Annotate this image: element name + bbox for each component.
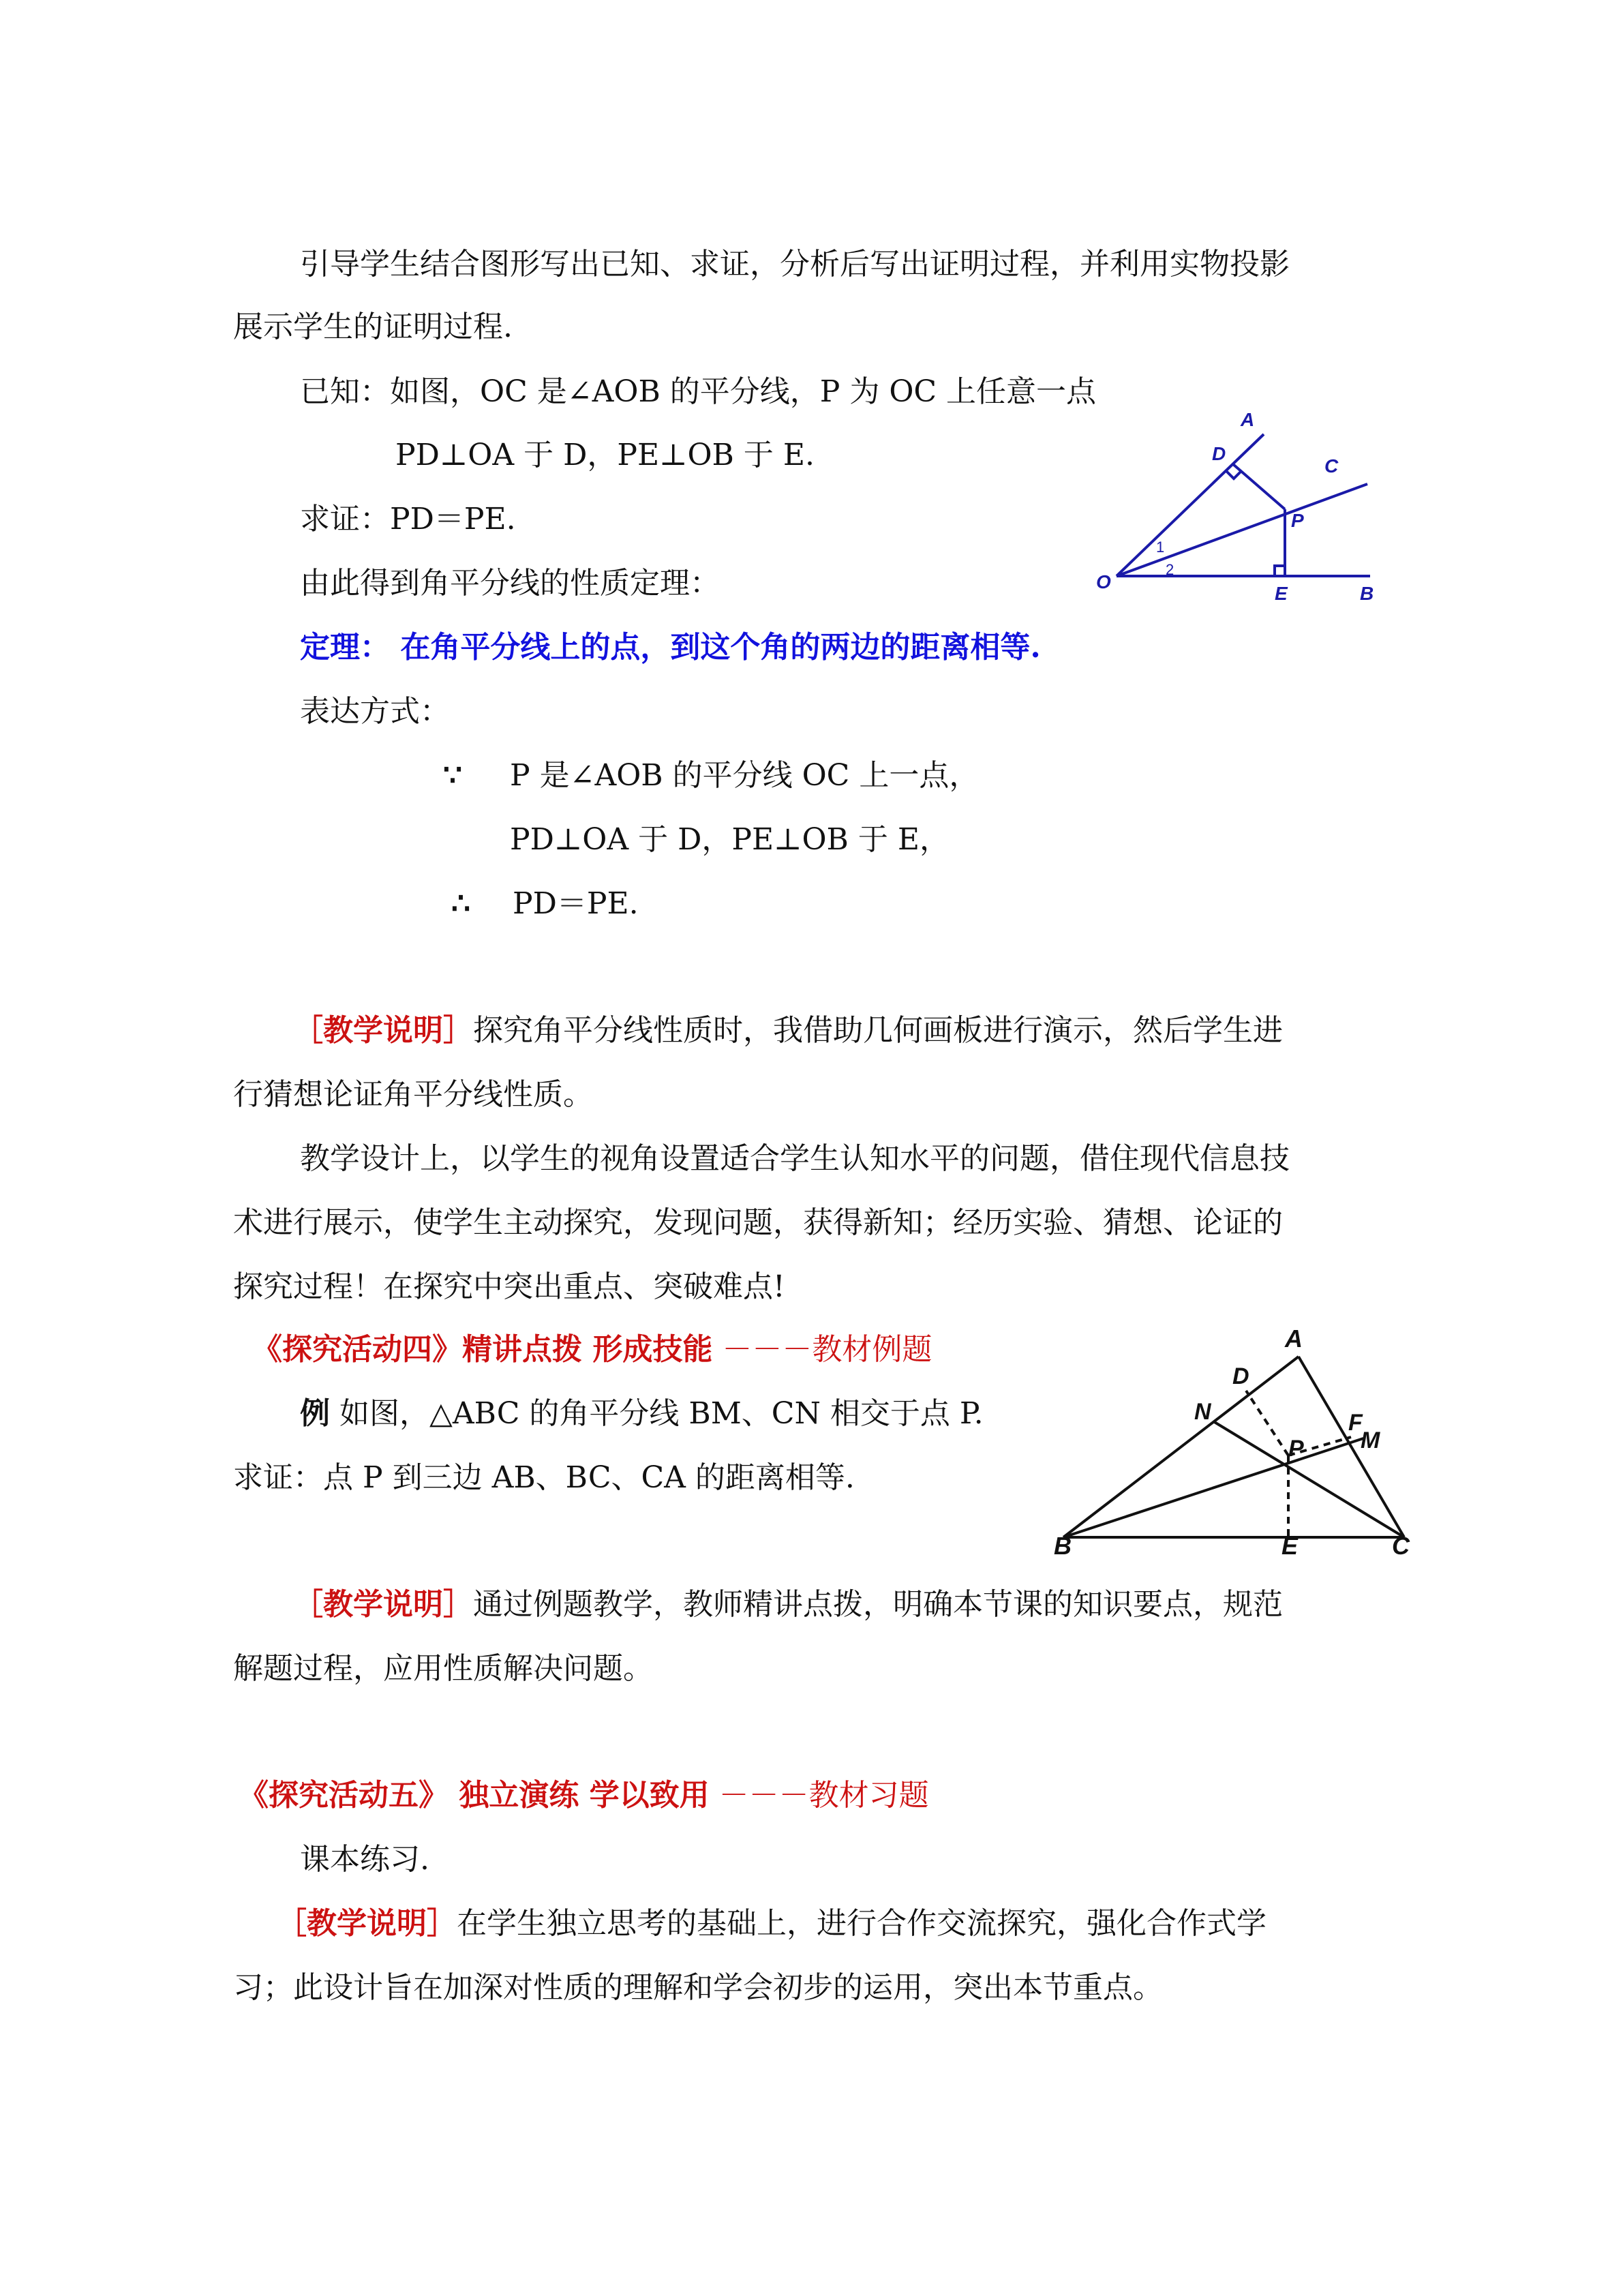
fig1-label-O: O — [1096, 571, 1111, 592]
therefore-symbol: ∴ — [451, 886, 470, 921]
design-line-3: 探究过程！在探究中突出重点、突破难点! — [233, 1269, 785, 1304]
fig1-label-B: B — [1360, 583, 1374, 604]
given-line-1: 已知：如图，OC 是∠AOB 的平分线，P 为 OC 上任意一点 — [300, 374, 1097, 409]
given-line-2: PD⊥OA 于 D，PE⊥OB 于 E. — [395, 438, 815, 472]
teaching-note-2-text: 通过例题教学，教师精讲点拨，明确本节课的知识要点，规范 — [473, 1587, 1283, 1622]
fig2-label-N: N — [1194, 1399, 1211, 1425]
fig1-label-D: D — [1212, 443, 1226, 464]
example-tag: 例 — [300, 1396, 330, 1431]
example-text: 如图，△ABC 的角平分线 BM、CN 相交于点 P. — [330, 1396, 984, 1431]
teaching-note-3-line-1 — [277, 1903, 1266, 1944]
teaching-note-3-text: 在学生独立思考的基础上，进行合作交流探究，强化合作式学 — [457, 1906, 1266, 1941]
fig2-label-M: M — [1361, 1428, 1380, 1453]
fig1-angle-2: 2 — [1166, 561, 1174, 578]
activity-4-title: 《探究活动四》精讲点拨 形成技能 — [252, 1332, 713, 1367]
bisector-BM — [1063, 1438, 1363, 1537]
therefore-line: PD＝PE. — [513, 886, 639, 921]
teaching-note-3-line-2: 习；此设计旨在加深对性质的理解和学会初步的运用，突出本节重点。 — [233, 1970, 1163, 2005]
prove-statement: 求证：PD＝PE. — [300, 502, 516, 537]
activity-5-title: 《探究活动五》 独立演练 学以致用 — [239, 1778, 710, 1813]
teaching-note-tag: ［教学说明］ — [277, 1906, 457, 1941]
triangle-bisectors-figure — [1043, 1323, 1425, 1568]
example-line-2: 求证：点 P 到三边 AB、BC、CA 的距离相等. — [233, 1460, 855, 1495]
derive-statement: 由此得到角平分线的性质定理： — [300, 566, 720, 601]
design-line-2: 术进行展示，使学生主动探究，发现问题，获得新知；经历实验、猜想、论证的 — [233, 1205, 1283, 1240]
fig2-label-B: B — [1054, 1532, 1072, 1560]
fig2-label-C: C — [1392, 1532, 1410, 1560]
activity-4-suffix: －－－教材例题 — [712, 1332, 932, 1367]
teaching-note-2-line-1 — [293, 1584, 1283, 1625]
practice-statement: 课本练习. — [300, 1842, 429, 1877]
because-line-2: PD⊥OA 于 D，PE⊥OB 于 E， — [510, 822, 950, 857]
angle-bisector-figure — [1084, 406, 1391, 610]
fig2-label-D: D — [1232, 1363, 1249, 1389]
activity-5-heading — [239, 1775, 929, 1816]
teaching-note-2-line-2: 解题过程，应用性质解决问题。 — [233, 1651, 653, 1686]
teaching-note-1-line-1 — [293, 1010, 1283, 1051]
ray-OA — [1117, 434, 1264, 576]
fig2-label-F: F — [1348, 1410, 1363, 1436]
teaching-note-1-text: 探究角平分线性质时，我借助几何画板进行演示，然后学生进 — [473, 1013, 1283, 1048]
teaching-note-1-line-2: 行猜想论证角平分线性质。 — [233, 1077, 593, 1112]
fig1-label-C: C — [1324, 455, 1339, 477]
right-angle-E — [1275, 566, 1285, 576]
side-AB — [1063, 1357, 1299, 1537]
because-symbol: ∵ — [443, 758, 462, 793]
design-line-1: 教学设计上，以学生的视角设置适合学生认知水平的问题，借住现代信息技 — [300, 1141, 1290, 1176]
expression-heading: 表达方式： — [300, 694, 450, 729]
activity-5-suffix: －－－教材习题 — [709, 1778, 929, 1813]
fig2-label-E: E — [1281, 1532, 1299, 1560]
fig1-label-A: A — [1241, 409, 1255, 430]
teaching-note-tag: ［教学说明］ — [293, 1587, 473, 1622]
fig2-label-A: A — [1285, 1325, 1303, 1353]
fig1-angle-1: 1 — [1156, 539, 1165, 556]
fig1-label-E: E — [1275, 583, 1288, 604]
example-line-1 — [300, 1393, 984, 1434]
teaching-note-tag: ［教学说明］ — [293, 1013, 473, 1048]
fig2-label-P: P — [1288, 1436, 1304, 1462]
right-angle-D — [1226, 471, 1241, 479]
ray-OC — [1117, 484, 1367, 576]
because-line-1: P 是∠AOB 的平分线 OC 上一点， — [510, 758, 980, 793]
intro-line-2: 展示学生的证明过程. — [233, 309, 513, 344]
fig1-label-P: P — [1291, 510, 1304, 531]
theorem-statement: 定理： 在角平分线上的点，到这个角的两边的距离相等. — [300, 630, 1041, 665]
activity-4-heading — [252, 1329, 932, 1370]
intro-line-1: 引导学生结合图形写出已知、求证，分析后写出证明过程，并利用实物投影 — [300, 247, 1290, 282]
